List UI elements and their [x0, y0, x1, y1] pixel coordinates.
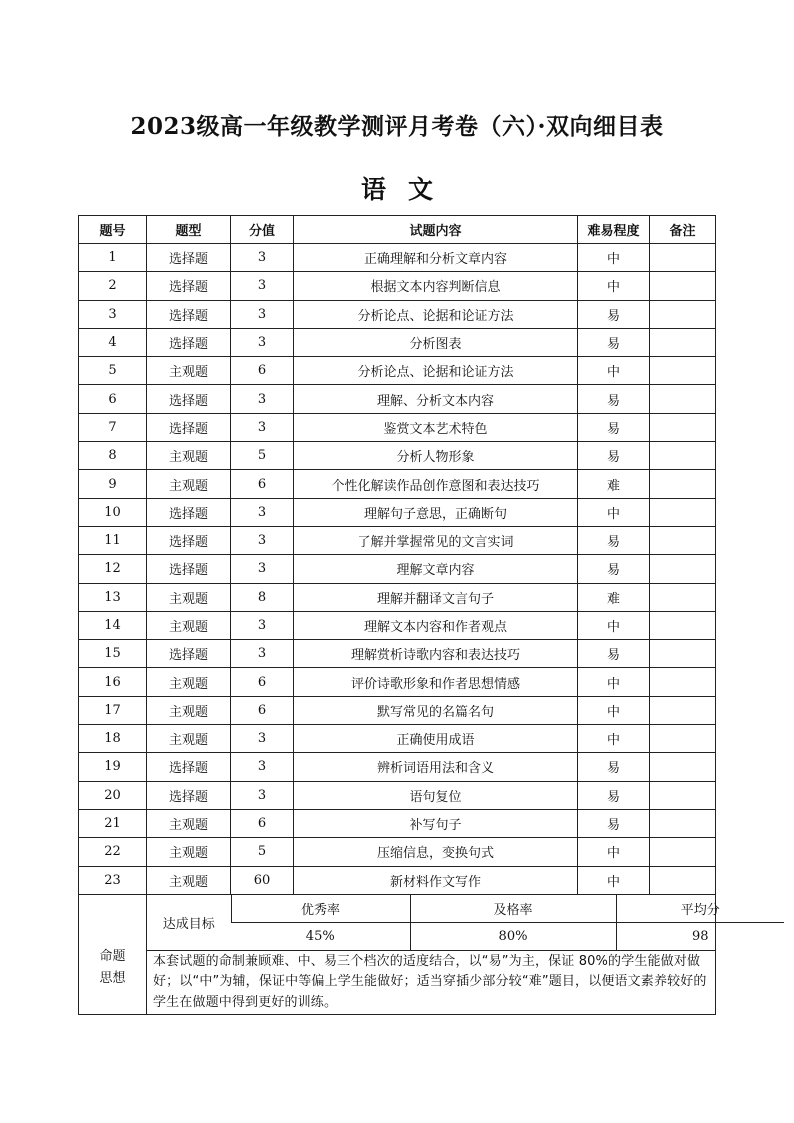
- cell-score: 3: [231, 555, 294, 583]
- table-row: [79, 470, 716, 498]
- cell-content: 分析论点、论据和论证方法: [294, 357, 578, 385]
- cell-note: [650, 640, 716, 668]
- cell-question-no: 10: [79, 498, 147, 526]
- cell-question-no: 20: [79, 781, 147, 809]
- cell-difficulty: 中: [578, 611, 650, 639]
- header-note: 备注: [650, 216, 716, 244]
- header-content: 试题内容: [294, 216, 578, 244]
- cell-question-type: 选择题: [147, 328, 231, 356]
- cell-note: [650, 583, 716, 611]
- cell-question-type: 选择题: [147, 272, 231, 300]
- cell-difficulty: 易: [578, 753, 650, 781]
- cell-question-type: 选择题: [147, 498, 231, 526]
- cell-difficulty: 易: [578, 413, 650, 441]
- cell-content: 根据文本内容判断信息: [294, 272, 578, 300]
- cell-question-no: 6: [79, 385, 147, 413]
- cell-question-type: 选择题: [147, 413, 231, 441]
- table-row: [79, 498, 716, 526]
- cell-score: 3: [231, 611, 294, 639]
- cell-score: 6: [231, 809, 294, 837]
- header-question-type: 题型: [147, 216, 231, 244]
- cell-content: 正确使用成语: [294, 725, 578, 753]
- table-row: [79, 838, 716, 866]
- cell-score: 6: [231, 470, 294, 498]
- cell-question-type: 主观题: [147, 470, 231, 498]
- cell-question-no: 18: [79, 725, 147, 753]
- cell-score: 6: [231, 668, 294, 696]
- table-row: [79, 583, 716, 611]
- cell-question-no: 14: [79, 611, 147, 639]
- cell-question-no: 16: [79, 668, 147, 696]
- cell-content: 分析人物形象: [294, 442, 578, 470]
- cell-content: 理解并翻译文言句子: [294, 583, 578, 611]
- cell-note: [650, 244, 716, 272]
- table-row: [79, 696, 716, 724]
- table-row: [79, 866, 716, 894]
- cell-question-type: 选择题: [147, 526, 231, 554]
- cell-score: 5: [231, 442, 294, 470]
- cell-difficulty: 中: [578, 696, 650, 724]
- metric-header-pass: 及格率: [410, 895, 616, 923]
- cell-difficulty: 易: [578, 300, 650, 328]
- header-question-no: 题号: [79, 216, 147, 244]
- cell-content: 分析论点、论据和论证方法: [294, 300, 578, 328]
- cell-difficulty: 易: [578, 781, 650, 809]
- cell-difficulty: 中: [578, 244, 650, 272]
- cell-difficulty: 中: [578, 725, 650, 753]
- table-row: [79, 300, 716, 328]
- cell-content: 理解赏析诗歌内容和表达技巧: [294, 640, 578, 668]
- cell-content: 分析图表: [294, 328, 578, 356]
- cell-score: 6: [231, 696, 294, 724]
- cell-question-no: 7: [79, 413, 147, 441]
- cell-score: 3: [231, 498, 294, 526]
- cell-question-no: 13: [79, 583, 147, 611]
- table-row: [79, 272, 716, 300]
- table-row: [79, 725, 716, 753]
- table-row: [79, 526, 716, 554]
- metric-header-excellent: 优秀率: [231, 895, 410, 923]
- cell-note: [650, 668, 716, 696]
- cell-note: [650, 272, 716, 300]
- cell-note: [650, 725, 716, 753]
- table-row: [79, 640, 716, 668]
- cell-difficulty: 中: [578, 498, 650, 526]
- cell-score: 60: [231, 866, 294, 894]
- section-label-cell: [79, 894, 147, 1015]
- cell-content: 理解句子意思，正确断句: [294, 498, 578, 526]
- table-row: [79, 555, 716, 583]
- cell-score: 3: [231, 272, 294, 300]
- summary-text: 本套试题的命制兼顾难、中、易三个档次的适度结合，以“易”为主，保证 80%的学生能做对做好；以“中”为辅，保证中等偏上学生能做好；适当穿插少部分较“难”题目，以便语文素养较好的学生在做题中得到更好的训练。: [147, 950, 716, 1015]
- cell-difficulty: 中: [578, 838, 650, 866]
- metric-value-excellent: 45%: [305, 928, 335, 944]
- cell-question-type: 主观题: [147, 866, 231, 894]
- cell-difficulty: 难: [578, 470, 650, 498]
- header-difficulty: 难易程度: [578, 216, 650, 244]
- cell-content: 理解、分析文本内容: [294, 385, 578, 413]
- cell-note: [650, 809, 716, 837]
- cell-question-type: 主观题: [147, 838, 231, 866]
- cell-difficulty: 中: [578, 272, 650, 300]
- cell-score: 8: [231, 583, 294, 611]
- cell-content: 理解文章内容: [294, 555, 578, 583]
- cell-score: 3: [231, 781, 294, 809]
- cell-question-type: 选择题: [147, 300, 231, 328]
- cell-score: 3: [231, 725, 294, 753]
- cell-question-no: 21: [79, 809, 147, 837]
- spec-table: [78, 215, 720, 1015]
- cell-note: [650, 498, 716, 526]
- table-row: [79, 753, 716, 781]
- cell-question-type: 选择题: [147, 781, 231, 809]
- cell-score: 3: [231, 244, 294, 272]
- cell-content: 新材料作文写作: [294, 866, 578, 894]
- cell-note: [650, 781, 716, 809]
- table-row: [79, 668, 716, 696]
- goal-block: [147, 894, 720, 950]
- cell-question-type: 主观题: [147, 725, 231, 753]
- subject-title: 语文: [360, 175, 455, 204]
- cell-note: [650, 470, 716, 498]
- cell-difficulty: 易: [578, 640, 650, 668]
- table-row: [79, 328, 716, 356]
- cell-score: 5: [231, 838, 294, 866]
- cell-question-no: 17: [79, 696, 147, 724]
- cell-score: 3: [231, 300, 294, 328]
- cell-note: [650, 838, 716, 866]
- cell-question-no: 19: [79, 753, 147, 781]
- cell-score: 3: [231, 328, 294, 356]
- cell-score: 3: [231, 753, 294, 781]
- cell-question-type: 主观题: [147, 668, 231, 696]
- cell-difficulty: 易: [578, 385, 650, 413]
- cell-difficulty: 易: [578, 555, 650, 583]
- cell-note: [650, 866, 716, 894]
- cell-question-no: 8: [79, 442, 147, 470]
- cell-question-type: 选择题: [147, 753, 231, 781]
- section-label: 命题 思想: [99, 948, 126, 986]
- metric-value-pass: 80%: [410, 922, 616, 950]
- cell-question-no: 3: [79, 300, 147, 328]
- cell-content: 鉴赏文本艺术特色: [294, 413, 578, 441]
- cell-question-no: 1: [79, 244, 147, 272]
- cell-difficulty: 中: [578, 357, 650, 385]
- cell-difficulty: 易: [578, 809, 650, 837]
- cell-question-no: 9: [79, 470, 147, 498]
- table-row: [79, 244, 716, 272]
- cell-question-no: 15: [79, 640, 147, 668]
- cell-note: [650, 357, 716, 385]
- cell-difficulty: 易: [578, 442, 650, 470]
- cell-score: 3: [231, 640, 294, 668]
- cell-note: [650, 753, 716, 781]
- cell-difficulty: 易: [578, 328, 650, 356]
- cell-question-type: 主观题: [147, 442, 231, 470]
- table-row: [79, 357, 716, 385]
- cell-question-no: 2: [79, 272, 147, 300]
- cell-note: [650, 300, 716, 328]
- cell-question-type: 选择题: [147, 640, 231, 668]
- header-score: 分值: [231, 216, 294, 244]
- cell-note: [650, 611, 716, 639]
- table-row: [79, 413, 716, 441]
- cell-difficulty: 中: [578, 866, 650, 894]
- cell-content: 理解文本内容和作者观点: [294, 611, 578, 639]
- cell-question-no: 23: [79, 866, 147, 894]
- cell-question-no: 5: [79, 357, 147, 385]
- cell-question-type: 主观题: [147, 611, 231, 639]
- metric-value-average: 98: [616, 922, 784, 950]
- cell-note: [650, 442, 716, 470]
- cell-question-type: 选择题: [147, 385, 231, 413]
- cell-content: 评价诗歌形象和作者思想情感: [294, 668, 578, 696]
- page-title: 2023级高一年级教学测评月考卷（六）·双向细目表: [130, 113, 664, 140]
- cell-question-no: 22: [79, 838, 147, 866]
- goal-label: 达成目标: [162, 916, 215, 932]
- summary-row: [79, 950, 716, 1015]
- cell-question-type: 选择题: [147, 244, 231, 272]
- cell-content: 默写常见的名篇名句: [294, 696, 578, 724]
- cell-content: 辨析词语用法和含义: [294, 753, 578, 781]
- cell-question-type: 主观题: [147, 583, 231, 611]
- goal-table: [147, 895, 784, 950]
- cell-content: 压缩信息，变换句式: [294, 838, 578, 866]
- table-row: [79, 809, 716, 837]
- cell-note: [650, 526, 716, 554]
- cell-note: [650, 555, 716, 583]
- cell-question-type: 主观题: [147, 809, 231, 837]
- cell-score: 6: [231, 357, 294, 385]
- table-row: [79, 385, 716, 413]
- table-row: [79, 781, 716, 809]
- cell-difficulty: 中: [578, 668, 650, 696]
- table-row: [79, 611, 716, 639]
- cell-content: 正确理解和分析文章内容: [294, 244, 578, 272]
- cell-content: 了解并掌握常见的文言实词: [294, 526, 578, 554]
- table-row: [79, 442, 716, 470]
- metric-header-average: 平均分: [616, 895, 784, 923]
- cell-note: [650, 696, 716, 724]
- cell-note: [650, 385, 716, 413]
- cell-note: [650, 413, 716, 441]
- cell-content: 语句复位: [294, 781, 578, 809]
- cell-content: 个性化解读作品创作意图和表达技巧: [294, 470, 578, 498]
- cell-difficulty: 易: [578, 526, 650, 554]
- cell-score: 3: [231, 526, 294, 554]
- cell-question-no: 12: [79, 555, 147, 583]
- table-header-row: [79, 216, 716, 244]
- cell-question-type: 主观题: [147, 696, 231, 724]
- cell-content: 补写句子: [294, 809, 578, 837]
- cell-question-no: 4: [79, 328, 147, 356]
- cell-question-type: 选择题: [147, 555, 231, 583]
- cell-note: [650, 328, 716, 356]
- cell-score: 3: [231, 385, 294, 413]
- cell-difficulty: 难: [578, 583, 650, 611]
- cell-score: 3: [231, 413, 294, 441]
- cell-question-type: 主观题: [147, 357, 231, 385]
- cell-question-no: 11: [79, 526, 147, 554]
